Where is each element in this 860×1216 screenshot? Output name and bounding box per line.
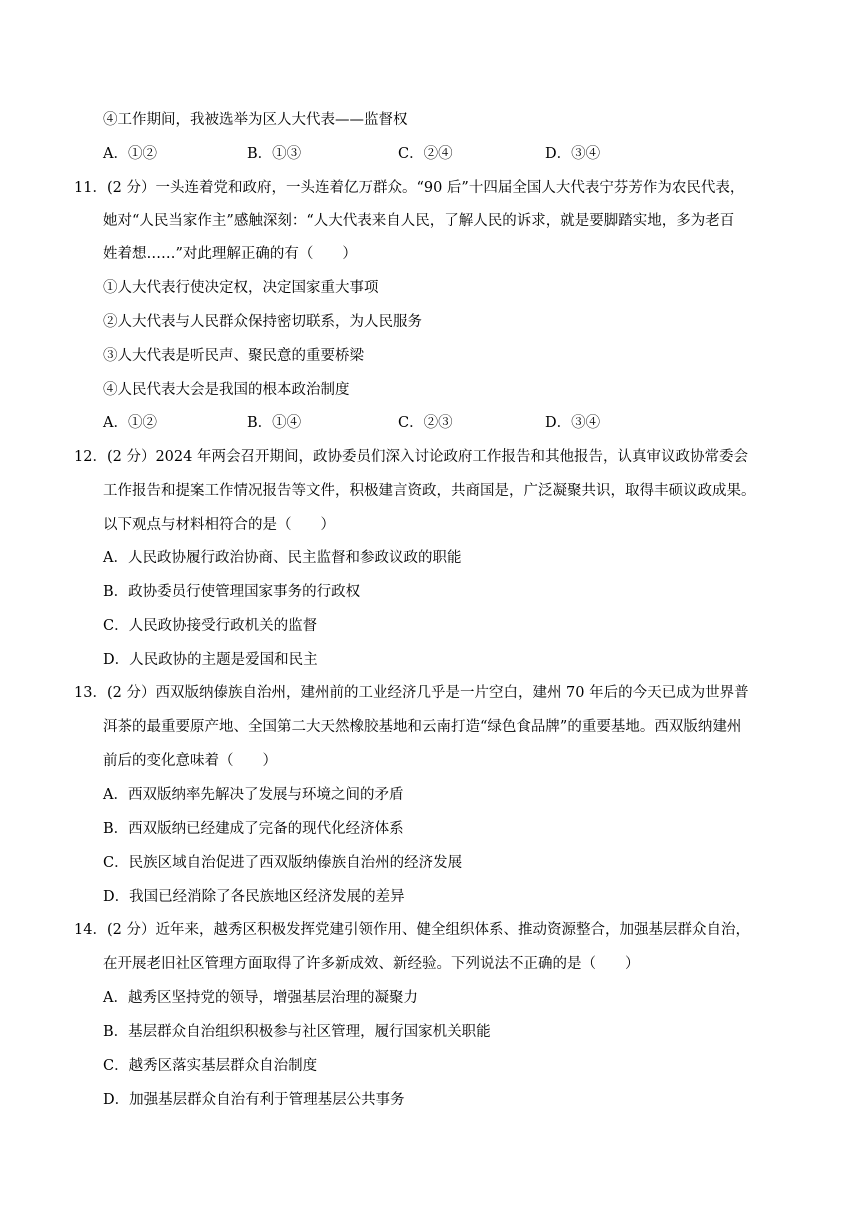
q12-option-d[interactable]: D．人民政协的主题是爱国和民主: [103, 652, 318, 668]
q12-option-c[interactable]: C．人民政协接受行政机关的监督: [103, 618, 318, 634]
q11-stem-line-1: 11．(2 分）一头连着党和政府，一头连着亿万群众。“90 后”十四届全国人大代表宁芬芳作为农民代表，: [74, 180, 745, 196]
q11-item-1: ①人大代表行使决定权，决定国家重大事项: [103, 280, 379, 296]
q14-option-b[interactable]: B．基层群众自治组织积极参与社区管理，履行国家机关职能: [103, 1024, 491, 1040]
q13-option-c[interactable]: C．民族区域自治促进了西双版纳傣族自治州的经济发展: [103, 855, 463, 871]
q13-stem-line-2: 洱茶的最重要原产地、全国第二大天然橡胶基地和云南打造“绿色食品牌”的重要基地。西双版纳建州: [103, 719, 742, 735]
q13-option-a[interactable]: A．西双版纳率先解决了发展与环境之间的矛盾: [103, 787, 404, 803]
q12-option-a[interactable]: A．人民政协履行政治协商、民主监督和参政议政的职能: [103, 550, 462, 566]
q14-option-d[interactable]: D．加强基层群众自治有利于管理基层公共事务: [103, 1092, 405, 1108]
q12-stem-line-2: 工作报告和提案工作情况报告等文件，积极建言资政，共商国是，广泛凝聚共识，取得丰硕议政成果。: [103, 483, 756, 499]
q14-stem-line-2: 在开展老旧社区管理方面取得了许多新成效、新经验。下列说法不正确的是（ ）: [103, 956, 640, 972]
q13-option-b[interactable]: B．西双版纳已经建成了完备的现代化经济体系: [103, 821, 404, 837]
q11-stem-line-2: 她对“人民当家作主”感触深刻：“人大代表来自人民，了解人民的诉求，就是要脚踏实地，多为老百: [103, 213, 735, 229]
q14-stem-line-1: 14．(2 分）近年来，越秀区积极发挥党建引领作用、健全组织体系、推动资源整合，加强基层群众自治，: [74, 922, 750, 938]
q11-item-3: ③人大代表是听民声、聚民意的重要桥梁: [103, 348, 364, 364]
q11-option-a[interactable]: A．①②: [103, 415, 157, 431]
q12-option-b[interactable]: B．政协委员行使管理国家事务的行政权: [103, 584, 361, 600]
q10-item-4: ④工作期间，我被选举为区人大代表——监督权: [103, 112, 408, 128]
q10-option-c[interactable]: C．②④: [398, 146, 453, 162]
q11-stem-line-3: 姓着想……”对此理解正确的有（ ）: [103, 246, 357, 262]
q12-stem-line-3: 以下观点与材料相符合的是（ ）: [103, 517, 335, 533]
q13-stem-line-1: 13．(2 分）西双版纳傣族自治州，建州前的工业经济几乎是一片空白，建州 70 年后的今天已成为世界普: [74, 685, 749, 701]
q11-option-d[interactable]: D．③④: [545, 415, 601, 431]
q13-stem-line-3: 前后的变化意味着（ ）: [103, 753, 277, 769]
q12-stem-line-1: 12．(2 分）2024 年两会召开期间，政协委员们深入讨论政府工作报告和其他报告，认真审议政协常委会: [74, 449, 748, 465]
q14-option-c[interactable]: C．越秀区落实基层群众自治制度: [103, 1058, 318, 1074]
q11-option-b[interactable]: B．①④: [247, 415, 302, 431]
q11-item-4: ④人民代表大会是我国的根本政治制度: [103, 382, 350, 398]
q11-option-c[interactable]: C．②③: [398, 415, 453, 431]
q10-option-d[interactable]: D．③④: [545, 146, 601, 162]
q11-item-2: ②人大代表与人民群众保持密切联系，为人民服务: [103, 314, 422, 330]
q13-option-d[interactable]: D．我国已经消除了各民族地区经济发展的差异: [103, 889, 405, 905]
q14-option-a[interactable]: A．越秀区坚持党的领导，增强基层治理的凝聚力: [103, 990, 418, 1006]
q10-option-a[interactable]: A．①②: [103, 146, 157, 162]
q10-option-b[interactable]: B．①③: [247, 146, 302, 162]
